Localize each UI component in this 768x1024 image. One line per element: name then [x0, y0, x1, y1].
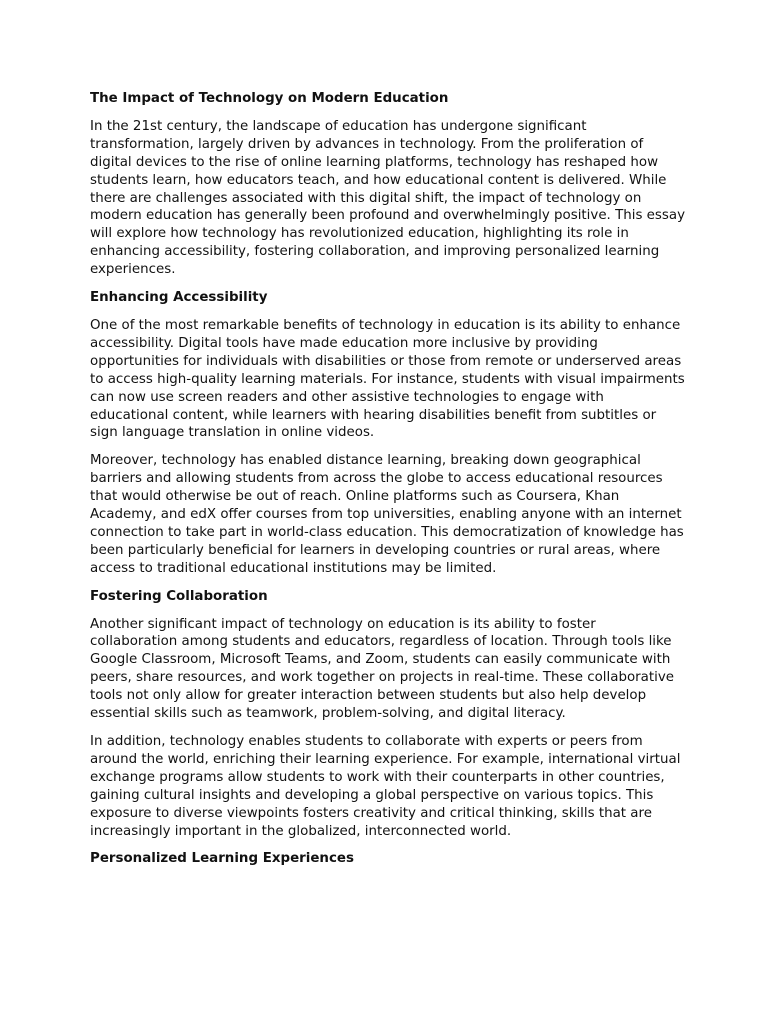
paragraph: Another significant impact of technology on education is its ability to foster collaboration among students and educators, regardless of location. Through tools like Google Classroom, Microsoft Teams, and Zoom, students can easily communicate with peers, share resources, and work together on projects in real-time. These collaborative tools not only allow for greater interaction between students but also help develop essential skills such as teamwork, problem-solving, and digital literacy. [90, 616, 674, 722]
intro-paragraph: In the 21st century, the landscape of education has undergone significant transformation, largely driven by advances in technology. From the proliferation of digital devices to the rise of online learning platforms, technology has reshaped how students learn, how educators teach, and how educational content is delivered. While there are challenges associated with this digital shift, the impact of technology on modern education has generally been profound and overwhelmingly positive. This essay will explore how technology has revolutionized education, highlighting its role in enhancing accessibility, fostering collaboration, and improving personalized learning experiences. [90, 118, 686, 278]
paragraph: In addition, technology enables students to collaborate with experts or peers from around the world, enriching their learning experience. For example, international virtual exchange programs allow students to work with their counterparts in other countries, gaining cultural insights and developing a global perspective on various topics. This exposure to diverse viewpoints fosters creativity and critical thinking, skills that are increasingly important in the globalized, interconnected world. [90, 734, 681, 839]
document-page [90, 90, 685, 878]
section-heading-collaboration: Fostering Collaboration [90, 588, 268, 604]
document-title: The Impact of Technology on Modern Education [90, 91, 449, 106]
paragraph: One of the most remarkable benefits of technology in education is its ability to enhance accessibility. Digital tools have made education more inclusive by providing opportunities for individuals with disabilities or those from remote or underserved areas to access high-quality learning materials. For instance, students with visual impairments can now use screen readers and other assistive technologies to engage with educational content, while learners with hearing disabilities benefit from subtitles or sign language translation in online videos. [90, 317, 685, 441]
section-heading-accessibility: Enhancing Accessibility [90, 290, 268, 306]
paragraph: Moreover, technology has enabled distance learning, breaking down geographical barriers and allowing students from across the globe to access educational resources that would otherwise be out of reach. Online platforms such as Coursera, Khan Academy, and edX offer courses from top universities, enabling anyone with an internet connection to take part in world-class education. This democratization of knowledge has been particularly beneficial for learners in developing countries or rural areas, where access to traditional educational institutions may be limited. [90, 453, 684, 576]
section-heading-personalized-learning: Personalized Learning Experiences [90, 851, 354, 867]
